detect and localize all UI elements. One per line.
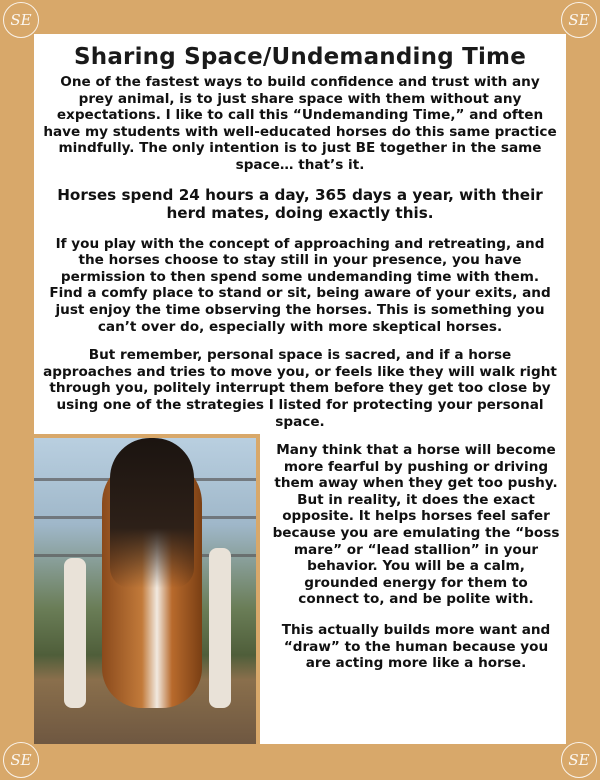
page-title: Sharing Space/Undemanding Time — [73, 44, 527, 70]
horse-leg — [209, 548, 231, 708]
horse-leg — [64, 558, 86, 708]
fear-paragraph: Many think that a horse will become more fearful by pushing or driving them away when they get too pushy. But in reality, it does the exact opposite. It helps horses feel safer because you are emulating the “boss mare” or “lead stallion” in your behavior. You will be a calm, grounded energy for them to connect to, and be polite with. — [272, 442, 560, 608]
highlight-paragraph: Horses spend 24 hours a day, 365 days a year, with their herd mates, doing exactly this. — [57, 185, 543, 222]
side-text-column — [272, 442, 560, 672]
content-card — [34, 34, 566, 744]
corner-logo-top-right: SE — [561, 2, 597, 38]
horse-grazing-photo — [34, 434, 260, 744]
corner-logo-top-left: SE — [3, 2, 39, 38]
draw-paragraph: This actually builds more want and “draw” to the human because you are acting more like a horse. — [281, 621, 551, 672]
horse-mane — [110, 438, 194, 588]
intro-paragraph: One of the fastest ways to build confidence and trust with any prey animal, is to just share space with them without any expectations. I like to call this “Undemanding Time,” and often have my students with well-educated horses do this same practice mindfully. The only intention is to just BE together in the same space… that’s it. — [43, 74, 557, 173]
corner-logo-bottom-right: SE — [561, 742, 597, 778]
corner-logo-bottom-left: SE — [3, 742, 39, 778]
personal-space-paragraph: But remember, personal space is sacred, and if a horse approaches and tries to move you, or feels like they will walk right through you, politely interrupt them before they get too close by using one of the strategies I listed for protecting your personal space. — [43, 347, 557, 430]
approach-paragraph: If you play with the concept of approaching and retreating, and the horses choose to stay still in your presence, you have permission to then spend some undemanding time with them. Find a comfy place to stand or sit, being aware of your exits, and just enjoy the time observing the horses. This is something you can’t over do, especially with more skeptical horses. — [49, 235, 551, 335]
